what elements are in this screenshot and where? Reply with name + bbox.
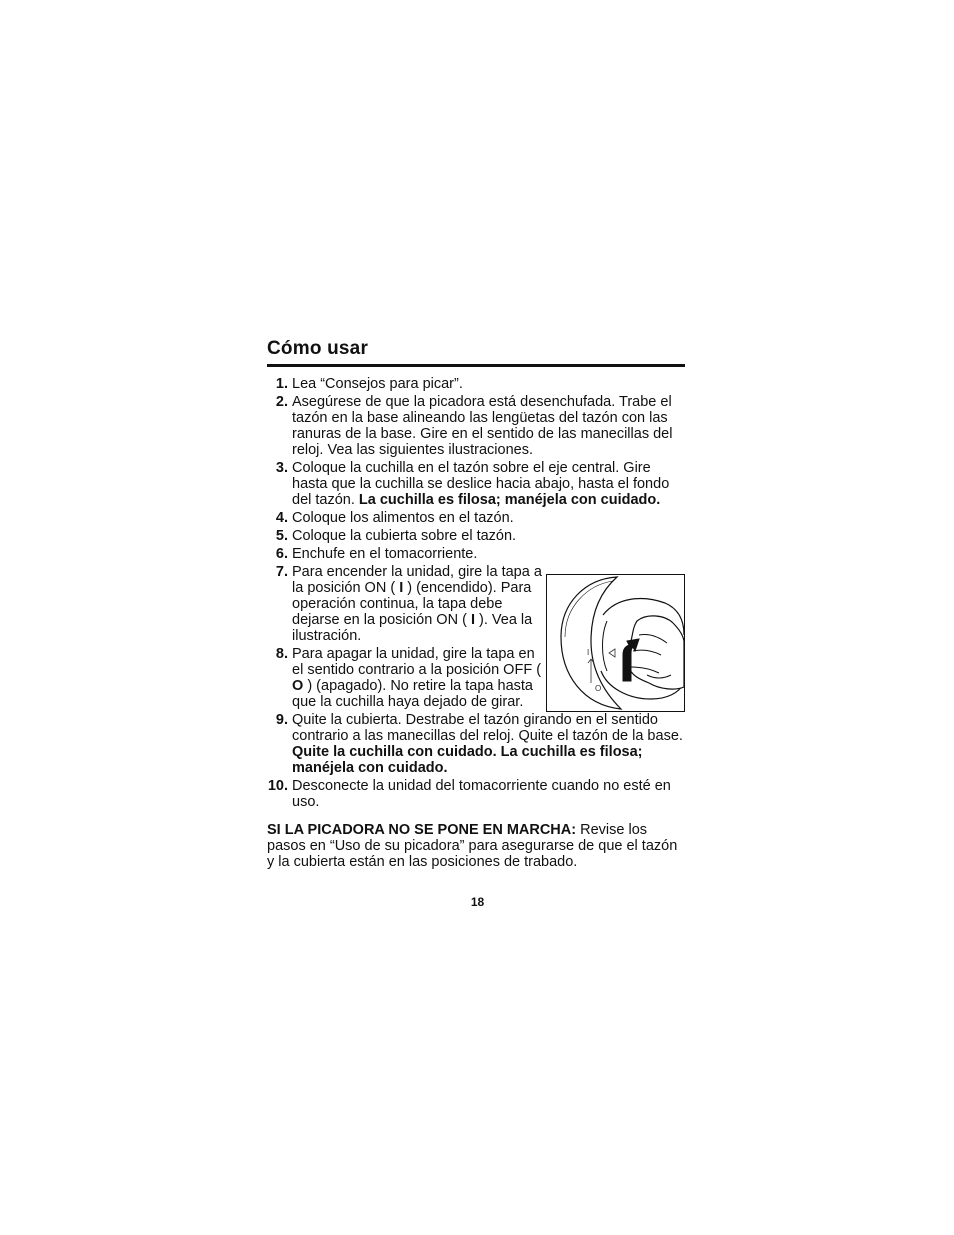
off-mark: O [292, 678, 304, 694]
step-8 [267, 646, 542, 710]
lid-off-label: O [595, 684, 602, 693]
step-1 [267, 376, 688, 392]
step-text: ) (encendido). Para operación continua, la tapa debe dejarse en la posición ON ( [292, 580, 532, 628]
step-number: 7. [275, 564, 288, 580]
step-warning: Quite la cuchilla con cuidado. La cuchilla es filosa; manéjela con cuidado. [292, 744, 643, 776]
step-2 [267, 394, 688, 458]
note-text: Revise los pasos en “Uso de su picadora” para asegurarse de que el tazón y la cubierta están en las posiciones de trabado. [267, 822, 678, 870]
section-title: Cómo usar [267, 338, 369, 359]
on-mark: I [399, 580, 404, 596]
page-content [267, 338, 688, 909]
page-number: 18 [470, 895, 485, 909]
troubleshooting-note [267, 822, 688, 870]
step-3 [267, 460, 688, 508]
step-number: 1. [275, 376, 288, 392]
title-rule [267, 364, 685, 367]
step-5 [267, 528, 688, 544]
step-number: 4. [275, 510, 288, 526]
step-number: 9. [275, 712, 288, 728]
illustration-svg [547, 575, 684, 711]
step-number: 5. [275, 528, 288, 544]
step-text: Coloque los alimentos en el tazón. [292, 510, 514, 526]
step-text: Quite la cubierta. Destrabe el tazón girando en el sentido contrario a las manecillas del reloj. Quite el tazón de la base. [292, 712, 683, 744]
step-number: 10. [267, 778, 288, 794]
step-text: Desconecte la unidad del tomacorriente cuando no esté en uso. [292, 778, 671, 810]
step-9 [267, 712, 688, 776]
step-text: Para apagar la unidad, gire la tapa en el sentido contrario a la posición OFF ( [292, 646, 542, 678]
lid-rotation-illustration [546, 574, 685, 712]
step-6 [267, 546, 688, 562]
step-number: 3. [275, 460, 288, 476]
step-text: Enchufe en el tomacorriente. [292, 546, 478, 562]
step-number: 8. [275, 646, 288, 662]
lid-on-label: I [587, 648, 590, 657]
step-text: ). Vea la ilustración. [292, 612, 533, 644]
step-text: Lea “Consejos para picar”. [292, 376, 463, 392]
note-heading: SI LA PICADORA NO SE PONE EN MARCHA: [267, 822, 577, 838]
step-10 [267, 778, 688, 810]
step-text: Para encender la unidad, gire la tapa a la posición ON ( [292, 564, 542, 596]
step-text: ) (apagado). No retire la tapa hasta que la cuchilla haya dejado de girar. [292, 678, 533, 710]
step-text: Asegúrese de que la picadora está desenchufada. Trabe el tazón en la base alineando las lengüetas del tazón con las ranuras de la base. Gire en el sentido de las manecillas del reloj. Vea las siguientes ilustraciones. [292, 394, 673, 458]
step-text: Coloque la cuchilla en el tazón sobre el eje central. Gire hasta que la cuchilla se deslice hacia abajo, hasta el fondo del tazón. [292, 460, 670, 508]
step-warning: La cuchilla es filosa; manéjela con cuidado. [358, 492, 661, 508]
on-mark: I [470, 612, 475, 628]
step-4 [267, 510, 688, 526]
step-7 [267, 564, 542, 644]
step-text: Coloque la cubierta sobre el tazón. [292, 528, 517, 544]
step-number: 2. [275, 394, 288, 410]
step-number: 6. [275, 546, 288, 562]
